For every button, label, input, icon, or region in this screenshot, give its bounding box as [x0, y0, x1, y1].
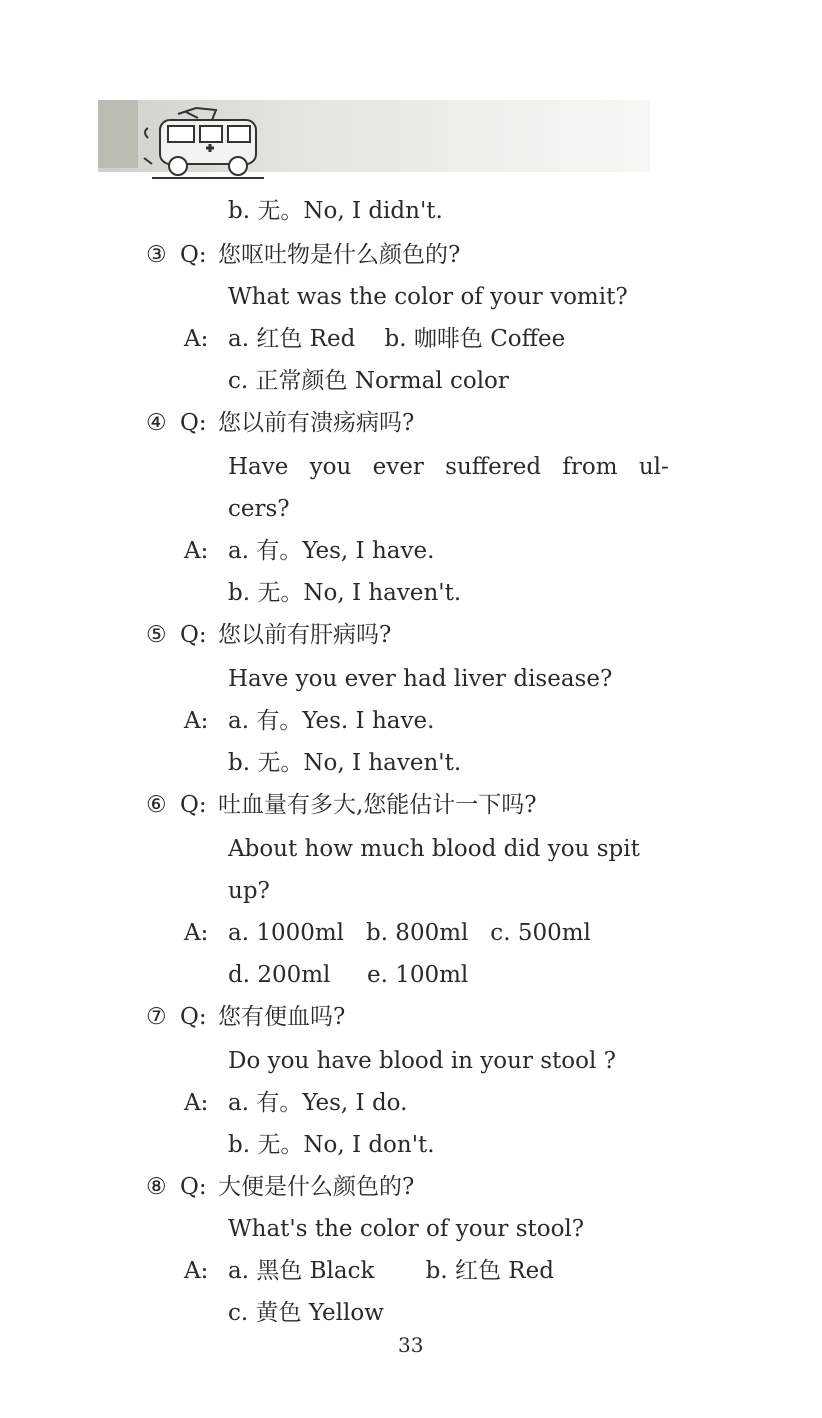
question-label: Q:	[180, 242, 207, 268]
question-label: Q:	[180, 792, 207, 818]
question-label: Q:	[180, 1174, 207, 1200]
question-english: What's the color of your stool?	[228, 1216, 585, 1242]
question-english: What was the color of your vomit?	[228, 284, 628, 310]
answer-label: A:	[184, 1090, 209, 1116]
answer-line: b. 无。No, I haven't.	[228, 750, 462, 776]
question-chinese: 您呕吐物是什么颜色的?	[218, 242, 461, 268]
question-number: ⑧	[146, 1174, 167, 1200]
ambulance-illustration	[138, 98, 270, 184]
answer-line: b. 无。No, I didn't.	[228, 198, 443, 224]
header-gray-block	[98, 100, 138, 168]
question-number: ⑦	[146, 1004, 167, 1030]
question-number: ④	[146, 410, 167, 436]
question-number: ③	[146, 242, 167, 268]
answer-line: a. 有。Yes, I do.	[228, 1090, 408, 1116]
answer-line: d. 200ml e. 100ml	[228, 962, 469, 988]
question-chinese: 您以前有肝病吗?	[218, 622, 392, 648]
question-label: Q:	[180, 1004, 207, 1030]
answer-line: a. 红色 Red b. 咖啡色 Coffee	[228, 326, 566, 352]
question-label: Q:	[180, 410, 207, 436]
question-chinese: 大便是什么颜色的?	[218, 1174, 415, 1200]
answer-label: A:	[184, 1258, 209, 1284]
question-chinese: 您以前有溃疡病吗?	[218, 410, 415, 436]
page-number: 33	[398, 1333, 424, 1357]
answer-line: a. 黑色 Black b. 红色 Red	[228, 1258, 554, 1284]
answer-line: c. 正常颜色 Normal color	[228, 368, 509, 394]
answer-label: A:	[184, 920, 209, 946]
question-chinese: 您有便血吗?	[218, 1004, 346, 1030]
question-number: ⑥	[146, 792, 167, 818]
answer-line: a. 有。Yes, I have.	[228, 538, 435, 564]
answer-label: A:	[184, 538, 209, 564]
answer-label: A:	[184, 326, 209, 352]
question-chinese: 吐血量有多大,您能估计一下吗?	[218, 792, 537, 818]
question-label: Q:	[180, 622, 207, 648]
question-english: Do you have blood in your stool ?	[228, 1048, 616, 1074]
question-english: Have you ever suffered from ul-	[228, 454, 669, 480]
answer-line: a. 1000ml b. 800ml c. 500ml	[228, 920, 591, 946]
question-english: Have you ever had liver disease?	[228, 666, 613, 692]
question-english: About how much blood did you spit	[228, 836, 640, 862]
question-english: cers?	[228, 496, 290, 522]
answer-line: b. 无。No, I haven't.	[228, 580, 462, 606]
question-number: ⑤	[146, 622, 167, 648]
answer-line: c. 黄色 Yellow	[228, 1300, 384, 1326]
answer-line: a. 有。Yes. I have.	[228, 708, 435, 734]
question-english: up?	[228, 878, 270, 904]
answer-label: A:	[184, 708, 209, 734]
answer-line: b. 无。No, I don't.	[228, 1132, 435, 1158]
